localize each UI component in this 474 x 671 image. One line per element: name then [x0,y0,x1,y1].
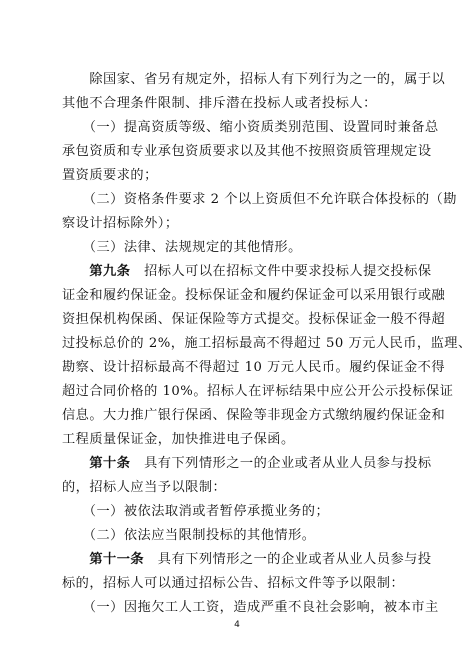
text-line: 的，招标人应当予以限制： [62,480,227,495]
article-heading: 第十一条 [89,552,145,567]
text-line: （二）资格条件要求 2 个以上资质但不允许联合体投标的（勘 [62,192,457,207]
text-line: 第十一条 具有下列情形之一的企业或者从业人员参与投 [89,552,432,567]
text-line: 承包资质和专业承包资质要求以及其他不按照资质管理规定设 [62,144,432,159]
paragraph [62,188,457,236]
text-line: 信息。大力推广银行保函、保险等非现金方式缴纳履约保证金和 [62,408,446,423]
text-line: （一）因拖欠工人工资，造成严重不良社会影响，被本市主 [62,600,439,615]
text-line: （一）被依法取消或者暂停承揽业务的； [62,504,330,519]
paragraph [62,548,432,596]
text-line: 第九条 招标人可以在招标文件中要求投标人提交投标保 [89,264,432,279]
paragraph [62,500,414,524]
text-line: 证金和履约保证金。投标保证金和履约保证金可以采用银行或融 [62,288,446,303]
paragraph [62,596,439,620]
paragraph [62,260,472,452]
paragraph [62,452,432,500]
article-heading: 第九条 [89,264,131,279]
text-line: 置资质要求的； [62,168,158,183]
paragraph [62,68,446,116]
paragraph [62,524,414,548]
text-line: 超过合同价格的 10%。招标人在评标结果中应公开公示投标保证 [62,384,454,399]
text-line: 除国家、省另有规定外，招标人有下列行为之一的，属于以 [62,72,446,87]
text-line: （三）法律、法规规定的其他情形。 [62,240,302,255]
text-line: 标的，招标人可以通过招标公告、招标文件等予以限制： [62,576,405,591]
text-line: 过投标总价的 2%，施工招标最高不得超过 50 万元人民币，监理、 [62,336,472,351]
text-line: 第十条 具有下列情形之一的企业或者从业人员参与投标 [89,456,432,471]
text-line: 勘察、设计招标最高不得超过 10 万元人民币。履约保证金不得 [62,360,446,375]
page-number: 4 [234,620,240,630]
paragraph [62,236,414,260]
text-line: 工程质量保证金，加快推进电子保函。 [62,432,295,447]
text-line: 其他不合理条件限制、排斥潜在投标人或者投标人： [62,96,377,111]
text-line: （一）提高资质等级、缩小资质类别范围、设置同时兼备总 [62,120,439,135]
article-heading: 第十条 [89,456,131,471]
paragraph [62,116,439,188]
text-line: （二）依法应当限制投标的其他情形。 [62,528,316,543]
text-line: 资担保机构保函、保证保险等方式提交。投标保证金一般不得超 [62,312,446,327]
text-line: 察设计招标除外）； [62,216,179,231]
